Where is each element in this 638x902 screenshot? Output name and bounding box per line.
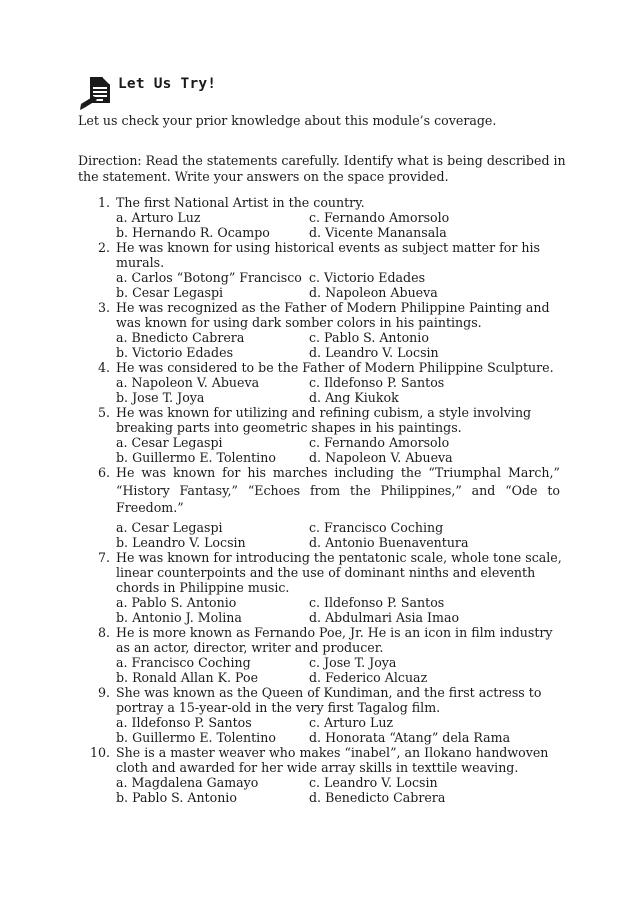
option-a: a. Ildefonso P. Santos: [116, 715, 252, 730]
question-text: She was known as the Queen of Kundiman, and the first actress to: [116, 685, 542, 700]
option-a: a. Cesar Legaspi: [116, 519, 223, 535]
option-d: d. Federico Alcuaz: [309, 670, 428, 685]
option-c: c. Pablo S. Antonio: [309, 330, 429, 345]
option-d: d. Vicente Manansala: [309, 225, 447, 240]
direction-line-1: Direction: Read the statements carefully. Identify what is being described in: [78, 153, 566, 168]
question-number: 2.: [97, 240, 110, 255]
option-d: d. Honorata “Atang” dela Rama: [309, 730, 511, 745]
edit-document-icon: [80, 74, 114, 114]
option-c: c. Victorio Edades: [309, 270, 426, 285]
option-a: a. Carlos “Botong” Francisco: [116, 270, 302, 285]
question-text: He was known for using historical events as subject matter for his: [116, 240, 540, 255]
question-text: He was considered to be the Father of Modern Philippine Sculpture.: [116, 360, 554, 375]
question-text: chords in Philippine music.: [116, 580, 290, 595]
question-text: breaking parts into geometric shapes in his paintings.: [116, 420, 462, 435]
section-title: Let Us Try!: [118, 76, 217, 92]
question-text: Freedom.”: [116, 500, 184, 515]
option-c: c. Ildefonso P. Santos: [309, 595, 445, 610]
question-text: murals.: [116, 255, 165, 270]
question-text: “History Fantasy,” “Echoes from the Philippines,” and “Ode to: [116, 482, 560, 498]
question-text: He is more known as Fernando Poe, Jr. He is an icon in film industry: [116, 625, 553, 640]
question-text: The first National Artist in the country.: [116, 195, 365, 210]
option-b: b. Pablo S. Antonio: [116, 790, 237, 805]
option-c: c. Ildefonso P. Santos: [309, 375, 445, 390]
question-text: portray a 15-year-old in the very first Tagalog film.: [116, 700, 441, 715]
option-d: d. Napoleon V. Abueva: [309, 450, 453, 465]
question-number: 1.: [97, 195, 110, 210]
question-number: 7.: [97, 550, 110, 565]
option-b: b. Victorio Edades: [116, 345, 234, 360]
option-b: b. Hernando R. Ocampo: [116, 225, 270, 240]
option-c: c. Fernando Amorsolo: [309, 210, 450, 225]
question-number: 5.: [97, 405, 110, 420]
option-c: c. Jose T. Joya: [309, 655, 397, 670]
option-a: a. Cesar Legaspi: [116, 435, 223, 450]
option-b: b. Guillermo E. Tolentino: [116, 450, 276, 465]
option-b: b. Antonio J. Molina: [116, 610, 242, 625]
question-number: 4.: [97, 360, 110, 375]
question-text: linear counterpoints and the use of dominant ninths and eleventh: [116, 565, 536, 580]
question-text: He was known for utilizing and refining cubism, a style involving: [116, 405, 532, 420]
question-number: 3.: [97, 300, 110, 315]
question-text: He was recognized as the Father of Modern Philippine Painting and: [116, 300, 550, 315]
question-text: He was known for introducing the pentatonic scale, whole tone scale,: [116, 550, 562, 565]
option-b: b. Cesar Legaspi: [116, 285, 224, 300]
option-c: c. Francisco Coching: [309, 519, 444, 535]
question-text: was known for using dark somber colors in his paintings.: [116, 315, 482, 330]
option-a: a. Magdalena Gamayo: [116, 775, 259, 790]
option-a: a. Francisco Coching: [116, 655, 251, 670]
option-d: d. Ang Kiukok: [309, 390, 399, 405]
direction-line-2: the statement. Write your answers on the space provided.: [78, 169, 449, 184]
option-c: c. Leandro V. Locsin: [309, 775, 438, 790]
option-d: d. Leandro V. Locsin: [309, 345, 439, 360]
option-b: b. Guillermo E. Tolentino: [116, 730, 276, 745]
question-text: as an actor, director, writer and producer.: [116, 640, 384, 655]
option-d: d. Napoleon Abueva: [309, 285, 438, 300]
question-text: She is a master weaver who makes “inabel”, an Ilokano handwoven: [116, 745, 549, 760]
option-d: d. Benedicto Cabrera: [309, 790, 446, 805]
option-d: d. Antonio Buenaventura: [309, 534, 469, 550]
question-number: 6.: [97, 465, 110, 480]
option-a: a. Bnedicto Cabrera: [116, 330, 245, 345]
question-text: cloth and awarded for her wide array skills in texttile weaving.: [116, 760, 519, 775]
option-c: c. Fernando Amorsolo: [309, 435, 450, 450]
option-d: d. Abdulmari Asia Imao: [309, 610, 460, 625]
option-c: c. Arturo Luz: [309, 715, 394, 730]
question-number: 9.: [97, 685, 110, 700]
question-number: 10.: [89, 745, 110, 760]
intro-text: Let us check your prior knowledge about this module’s coverage.: [78, 113, 497, 128]
option-b: b. Leandro V. Locsin: [116, 534, 246, 550]
option-b: b. Ronald Allan K. Poe: [116, 670, 259, 685]
option-a: a. Napoleon V. Abueva: [116, 375, 260, 390]
question-number: 8.: [97, 625, 110, 640]
question-text: He was known for his marches including the “Triumphal March,”: [116, 465, 560, 480]
option-a: a. Arturo Luz: [116, 210, 201, 225]
option-b: b. Jose T. Joya: [116, 390, 205, 405]
option-a: a. Pablo S. Antonio: [116, 595, 237, 610]
section-heading: [80, 74, 380, 114]
